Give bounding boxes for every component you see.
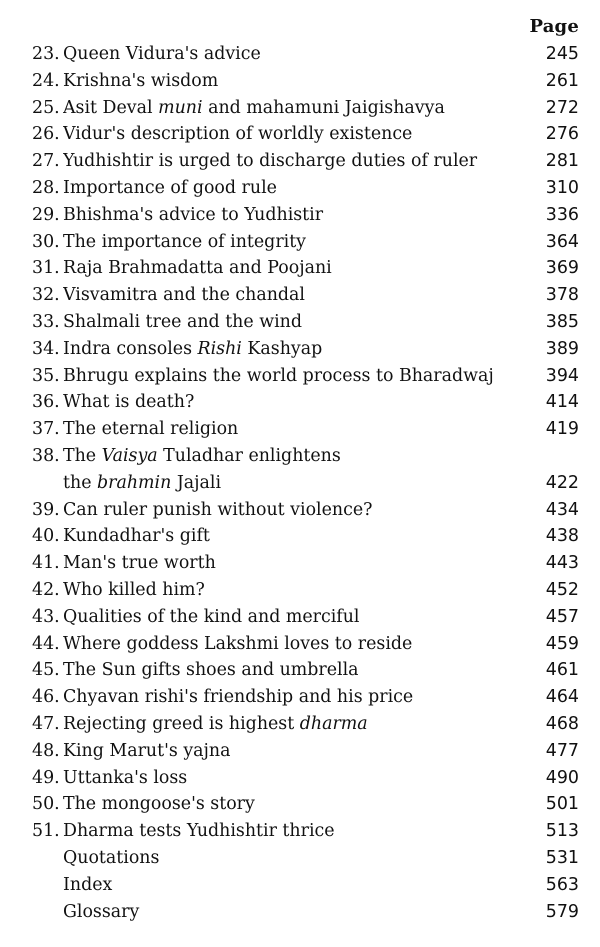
toc-entry-title-text: Bhishma's advice to Yudhistir bbox=[63, 204, 324, 225]
toc-entry bbox=[32, 202, 579, 229]
toc-entry-title bbox=[63, 845, 531, 872]
toc-entry bbox=[32, 336, 579, 363]
toc-entry-number: 40. bbox=[32, 526, 60, 547]
toc-entry-title bbox=[63, 497, 531, 524]
toc-entry-page: 579 bbox=[545, 901, 579, 922]
toc-entry-page: 272 bbox=[545, 97, 579, 118]
toc-entry bbox=[32, 41, 579, 68]
toc-entry-number: 30. bbox=[32, 231, 60, 252]
toc-entry-page: 419 bbox=[545, 419, 579, 440]
toc-entry-title-text: Kundadhar's gift bbox=[63, 526, 210, 547]
toc-entry-number: 33. bbox=[32, 311, 60, 332]
toc-entry-title bbox=[63, 818, 531, 845]
toc-entry-title-text: Krishna's wisdom bbox=[63, 70, 219, 91]
toc-entry-title-text: Shalmali tree and the wind bbox=[63, 311, 302, 332]
toc-entry-number: 41. bbox=[32, 553, 60, 574]
toc-entry-page: 414 bbox=[545, 392, 579, 413]
toc-entry-title-text: Queen Vidura's advice bbox=[63, 44, 261, 64]
toc-entry bbox=[32, 523, 579, 550]
toc-entry-number: 47. bbox=[32, 713, 60, 734]
toc-entry-title-italic: Vaisya bbox=[101, 445, 158, 466]
toc-entry-title-text: Bhrugu explains the world process to Bharadwaj bbox=[63, 365, 494, 386]
toc-entry-title-text: Importance of good rule bbox=[63, 177, 277, 198]
toc-entry bbox=[32, 470, 579, 497]
toc-entry-title bbox=[63, 389, 531, 416]
toc-entry-number: 39. bbox=[32, 499, 60, 520]
toc-entry bbox=[32, 738, 579, 765]
toc-entry-page: 477 bbox=[545, 740, 579, 761]
toc-entry-page: 245 bbox=[545, 44, 579, 64]
toc-entry-title-text: Where goddess Lakshmi loves to reside bbox=[63, 633, 413, 654]
toc-entry bbox=[32, 657, 579, 684]
toc-entry-title-text: The bbox=[63, 445, 102, 466]
toc-entry-title bbox=[63, 872, 531, 899]
toc-entry-title bbox=[63, 309, 531, 336]
toc-entry-number: 37. bbox=[32, 419, 60, 440]
toc-entry bbox=[32, 845, 579, 872]
toc-entry-page: 461 bbox=[545, 660, 579, 681]
toc-entry bbox=[32, 282, 579, 309]
toc-entry bbox=[32, 550, 579, 577]
toc-entry-title-text: Man's true worth bbox=[63, 553, 216, 574]
toc-entry-title-text: Jajali bbox=[171, 472, 222, 493]
page-column-header: Page bbox=[529, 16, 579, 37]
toc-entry-title bbox=[63, 738, 531, 765]
toc-entry bbox=[32, 872, 579, 899]
toc-entry bbox=[32, 255, 579, 282]
toc-entry-title-text: Index bbox=[63, 874, 113, 895]
toc-entry-title bbox=[63, 41, 531, 68]
toc-entry bbox=[32, 818, 579, 845]
toc-entry-title-text: Asit Deval bbox=[63, 97, 159, 118]
toc-entry bbox=[32, 711, 579, 738]
toc-entry-number: 26. bbox=[32, 124, 60, 145]
toc-entry-title-text: Tuladhar enlightens bbox=[157, 445, 341, 466]
toc-entry-page: 281 bbox=[545, 151, 579, 172]
toc-entry-title bbox=[63, 550, 531, 577]
toc-entry-title-italic: muni bbox=[158, 97, 203, 118]
toc-entry bbox=[32, 443, 579, 470]
toc-entry bbox=[32, 577, 579, 604]
toc-entry-title-text: Yudhishtir is urged to discharge duties of ruler bbox=[63, 151, 478, 172]
toc-entry-title-text: Can ruler punish without violence? bbox=[63, 499, 373, 520]
toc-entry-title bbox=[63, 68, 531, 95]
toc-entry bbox=[32, 229, 579, 256]
toc-entry-title-italic: brahmin bbox=[97, 472, 172, 493]
toc-entry-page: 563 bbox=[545, 874, 579, 895]
toc-entry-title bbox=[63, 229, 531, 256]
toc-entry-title bbox=[63, 684, 531, 711]
toc-entry-title-text: Qualities of the kind and merciful bbox=[63, 606, 360, 627]
toc-entry-title bbox=[63, 523, 531, 550]
toc-entry bbox=[32, 389, 579, 416]
toc-entry-page: 276 bbox=[545, 124, 579, 145]
toc-entry-number: 32. bbox=[32, 285, 60, 306]
toc-entry-title-text: The eternal religion bbox=[63, 419, 239, 440]
toc-entry-number: 44. bbox=[32, 633, 60, 654]
toc-entry-page: 443 bbox=[545, 553, 579, 574]
toc-entry-page: 434 bbox=[545, 499, 579, 520]
toc-entry-page: 394 bbox=[545, 365, 579, 386]
toc-entry-page: 464 bbox=[545, 687, 579, 708]
toc-entry-page: 501 bbox=[545, 794, 579, 815]
toc-entry-title bbox=[63, 363, 531, 390]
toc-entry bbox=[32, 309, 579, 336]
toc-entry-number: 38. bbox=[32, 445, 60, 466]
toc-entry-page: 422 bbox=[545, 472, 579, 493]
toc-entry bbox=[32, 121, 579, 148]
toc-entry-page: 385 bbox=[545, 311, 579, 332]
toc-entry-page: 459 bbox=[545, 633, 579, 654]
toc-entry-title-text: Who killed him? bbox=[63, 579, 205, 600]
toc-entry-number: 42. bbox=[32, 579, 60, 600]
toc-entry-title-text: The mongoose's story bbox=[63, 794, 255, 815]
toc-entry-page: 468 bbox=[545, 713, 579, 734]
toc-entry-page: 452 bbox=[545, 579, 579, 600]
toc-entry bbox=[32, 148, 579, 175]
toc-entry-title-text: Kashyap bbox=[241, 338, 323, 359]
toc-entry-title bbox=[63, 765, 531, 792]
toc-entry-number: 25. bbox=[32, 97, 60, 118]
toc-entry-number: 35. bbox=[32, 365, 60, 386]
toc-entry-title bbox=[63, 336, 531, 363]
toc-entry-title-text: Glossary bbox=[63, 901, 140, 922]
toc-entry-title bbox=[63, 202, 531, 229]
toc-entry bbox=[32, 497, 579, 524]
toc-entry-title bbox=[63, 657, 531, 684]
toc-entry-title-italic: dharma bbox=[299, 713, 368, 734]
toc-entry-page: 389 bbox=[545, 338, 579, 359]
toc-entry-title-text: Raja Brahmadatta and Poojani bbox=[63, 258, 332, 279]
toc-entry-page: 513 bbox=[545, 821, 579, 842]
toc-entry-number: 24. bbox=[32, 70, 60, 91]
toc-entry-number: 46. bbox=[32, 687, 60, 708]
toc-entry bbox=[32, 175, 579, 202]
toc-entry bbox=[32, 899, 579, 926]
toc-entry-title-text: Quotations bbox=[63, 847, 160, 868]
toc-entry-page: 531 bbox=[545, 847, 579, 868]
toc-entry-number: 23. bbox=[32, 44, 60, 64]
toc-entry-title bbox=[63, 175, 531, 202]
toc-entry bbox=[32, 765, 579, 792]
toc-entry-number: 29. bbox=[32, 204, 60, 225]
toc-entry-title bbox=[63, 470, 531, 497]
toc-entry bbox=[32, 791, 579, 818]
toc-entry-number: 36. bbox=[32, 392, 60, 413]
toc-entry-page: 261 bbox=[545, 70, 579, 91]
toc-entry bbox=[32, 68, 579, 95]
toc-entry-number: 50. bbox=[32, 794, 60, 815]
toc-entry-number: 48. bbox=[32, 740, 60, 761]
toc-entry-page: 438 bbox=[545, 526, 579, 547]
toc-entry bbox=[32, 631, 579, 658]
toc-entry-title bbox=[63, 443, 531, 470]
toc-entry-title-text: The importance of integrity bbox=[63, 231, 307, 252]
toc-entry-page: 490 bbox=[545, 767, 579, 788]
toc-entry-title-text: Visvamitra and the chandal bbox=[63, 285, 305, 306]
toc-entry-page: 457 bbox=[545, 606, 579, 627]
toc-entry-number: 49. bbox=[32, 767, 60, 788]
toc-entry-title bbox=[63, 282, 531, 309]
toc-entry-title bbox=[63, 604, 531, 631]
toc-entry-title-text: Indra consoles bbox=[63, 338, 198, 359]
toc-entry-title bbox=[63, 416, 531, 443]
toc-entry-number: 43. bbox=[32, 606, 60, 627]
toc-entry-title-text: Uttanka's loss bbox=[63, 767, 188, 788]
toc-entry-title-text: King Marut's yajna bbox=[63, 740, 231, 761]
toc-entry-title bbox=[63, 631, 531, 658]
toc-entry-number: 27. bbox=[32, 151, 60, 172]
toc-entry-title bbox=[63, 148, 531, 175]
toc-entry-page: 378 bbox=[545, 285, 579, 306]
toc-entry-title-text: The Sun gifts shoes and umbrella bbox=[63, 660, 359, 681]
toc-entry-title-text: Vidur's description of worldly existence bbox=[63, 124, 413, 145]
toc-entry-page: 336 bbox=[545, 204, 579, 225]
toc-entry-number: 51. bbox=[32, 821, 60, 842]
toc-entry bbox=[32, 684, 579, 711]
toc-entry-title bbox=[63, 255, 531, 282]
toc-entry-title-text: and mahamuni Jaigishavya bbox=[202, 97, 445, 118]
toc-entry bbox=[32, 95, 579, 122]
toc-entry-number: 45. bbox=[32, 660, 60, 681]
toc-entry bbox=[32, 416, 579, 443]
toc-entry-title-italic: Rishi bbox=[197, 338, 242, 359]
toc-entry-page: 364 bbox=[545, 231, 579, 252]
toc-entry-title bbox=[63, 791, 531, 818]
toc-entry bbox=[32, 604, 579, 631]
toc-entry-title-text: Chyavan rishi's friendship and his price bbox=[63, 687, 414, 708]
toc-entry-title-text: What is death? bbox=[63, 392, 195, 413]
toc-entry-page: 310 bbox=[545, 177, 579, 198]
toc-entry-title bbox=[63, 577, 531, 604]
toc-entry-title-text: the bbox=[63, 472, 98, 493]
toc-entry-title-text: Rejecting greed is highest bbox=[63, 713, 300, 734]
toc-entry-title bbox=[63, 95, 531, 122]
toc-entry-title bbox=[63, 899, 531, 926]
toc-entry-title-text: Dharma tests Yudhishtir thrice bbox=[63, 821, 335, 842]
toc-entry-page: 369 bbox=[545, 258, 579, 279]
toc-list bbox=[32, 41, 579, 925]
toc-entry-number: 28. bbox=[32, 177, 60, 198]
toc-entry-number: 34. bbox=[32, 338, 60, 359]
toc-entry-number: 31. bbox=[32, 258, 60, 279]
toc-entry bbox=[32, 363, 579, 390]
toc-entry-title bbox=[63, 711, 531, 738]
toc-entry-title bbox=[63, 121, 531, 148]
